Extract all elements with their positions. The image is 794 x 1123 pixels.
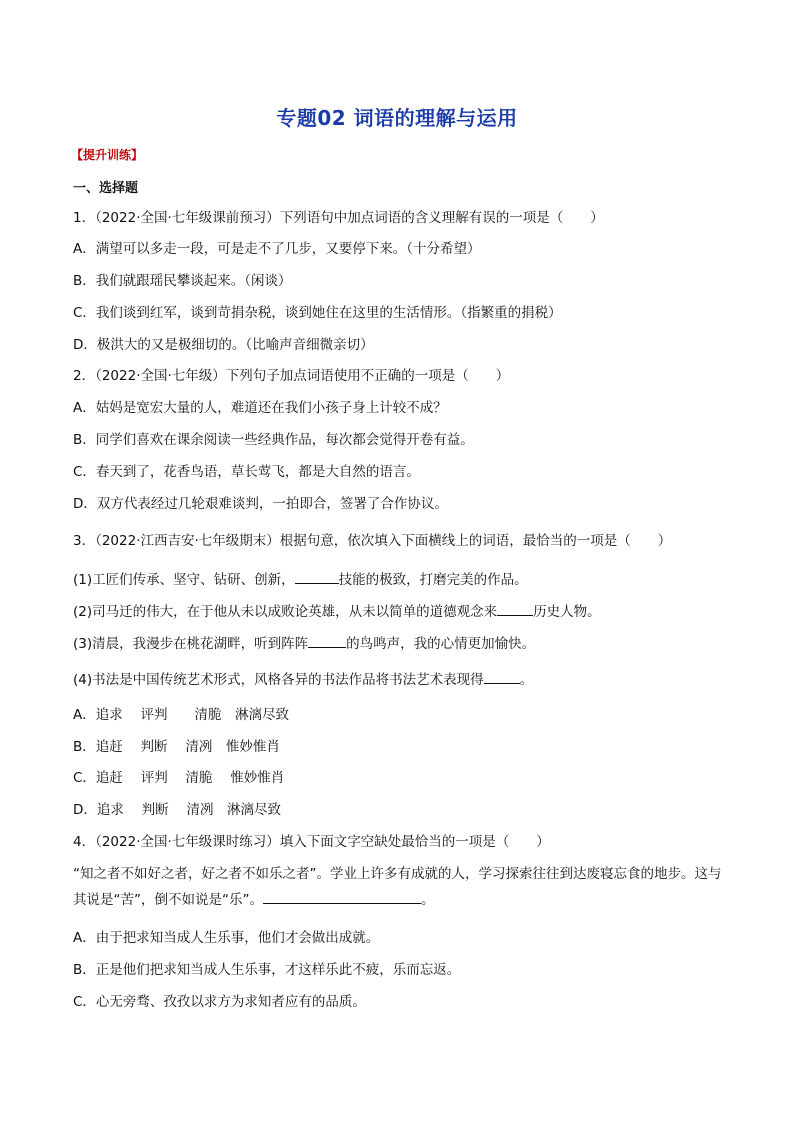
question-2-stem: 2．（2022·全国·七年级）下列句子加点词语使用不正确的一项是（ ） bbox=[73, 368, 510, 384]
passage-text: “知之者不如好之者，好之者不如乐之者”。学业上许多有成就的人，学习探索往往到达废寝忘食的地步。这与其说是“苦”，倒不如说是“乐”。 bbox=[73, 866, 722, 908]
question-4-stem: 4．（2022·全国·七年级课时练习）填入下面文字空缺处最恰当的一项是（ ） bbox=[73, 834, 550, 850]
question-2-option-c: C．春天到了，花香鸟语，草长莺飞，都是大自然的语言。 bbox=[73, 464, 420, 480]
question-3-sentence-3 bbox=[73, 632, 734, 654]
question-2-option-a: A．姑妈是宽宏大量的人，难道还在我们小孩子身上计较不成？ bbox=[73, 400, 447, 416]
question-3-sentence-2 bbox=[73, 600, 734, 622]
sentence-4-after: 。 bbox=[519, 672, 534, 688]
section-heading: 一、选择题 bbox=[73, 181, 139, 196]
question-4-option-b: B．正是他们把求知当成人生乐事，才这样乐此不疲，乐而忘返。 bbox=[73, 962, 461, 978]
sentence-1-before: (1)工匠们传承、坚守、钻研、创新， bbox=[73, 572, 295, 588]
sentence-1-after: 技能的极致，打磨完美的作品。 bbox=[338, 572, 528, 588]
sentence-3-before: (3)清晨，我漫步在桃花湖畔，听到阵阵 bbox=[73, 636, 309, 652]
fill-blank bbox=[497, 600, 533, 616]
question-4-passage bbox=[73, 861, 734, 913]
question-4-option-c: C．心无旁骛、孜孜以求方为求知者应有的品质。 bbox=[73, 994, 366, 1010]
fill-blank bbox=[308, 632, 346, 648]
question-4-option-a: A．由于把求知当成人生乐事，他们才会做出成就。 bbox=[73, 930, 380, 946]
sentence-4-before: (4)书法是中国传统艺术形式，风格各异的书法作品将书法艺术表现得 bbox=[73, 672, 484, 688]
question-2-option-b: B．同学们喜欢在课余阅读一些经典作品，每次都会觉得开卷有益。 bbox=[73, 432, 474, 448]
fill-blank bbox=[295, 568, 339, 584]
sentence-3-after: 的鸟鸣声，我的心情更加愉快。 bbox=[346, 636, 536, 652]
fill-blank bbox=[263, 888, 421, 904]
page-title: 专题02 词语的理解与运用 bbox=[276, 106, 518, 130]
sentence-2-after: 历史人物。 bbox=[533, 604, 601, 620]
question-1-option-b: B．我们就跟瑶民攀谈起来。（闲谈） bbox=[73, 273, 292, 289]
question-3-sentence-1 bbox=[73, 568, 734, 590]
question-1-option-d: D．极洪大的又是极细切的。（比喻声音细微亲切） bbox=[73, 337, 374, 353]
sentence-2-before: (2)司马迁的伟大，在于他从未以成败论英雄，从未以简单的道德观念来 bbox=[73, 604, 498, 620]
question-3-option-c: C．追赶 评判 清脆 惟妙惟肖 bbox=[73, 770, 285, 786]
passage-end: 。 bbox=[420, 892, 435, 908]
question-3-option-b: B．追赶 判断 清冽 惟妙惟肖 bbox=[73, 739, 280, 755]
question-1-option-a: A．满望可以多走一段，可是走不了几步，又要停下来。（十分希望） bbox=[73, 241, 481, 257]
question-2-option-d: D．双方代表经过几轮艰难谈判，一拍即合，签署了合作协议。 bbox=[73, 496, 448, 512]
fill-blank bbox=[484, 668, 520, 684]
question-3-sentence-4 bbox=[73, 668, 734, 690]
training-tag: 【提升训练】 bbox=[71, 148, 144, 162]
question-1-stem: 1．（2022·全国·七年级课前预习）下列语句中加点词语的含义理解有误的一项是（ ） bbox=[73, 210, 604, 226]
question-3-option-d: D．追求 判断 清冽 淋漓尽致 bbox=[73, 802, 281, 818]
question-3-stem: 3．（2022·江西吉安·七年级期末）根据句意，依次填入下面横线上的词语，最恰当的一项是（ ） bbox=[73, 533, 672, 549]
question-1-option-c: C．我们谈到红军，谈到苛捐杂税，谈到她住在这里的生活情形。（指繁重的捐税） bbox=[73, 305, 562, 321]
question-3-option-a: A．追求 评判 清脆 淋漓尽致 bbox=[73, 707, 290, 723]
